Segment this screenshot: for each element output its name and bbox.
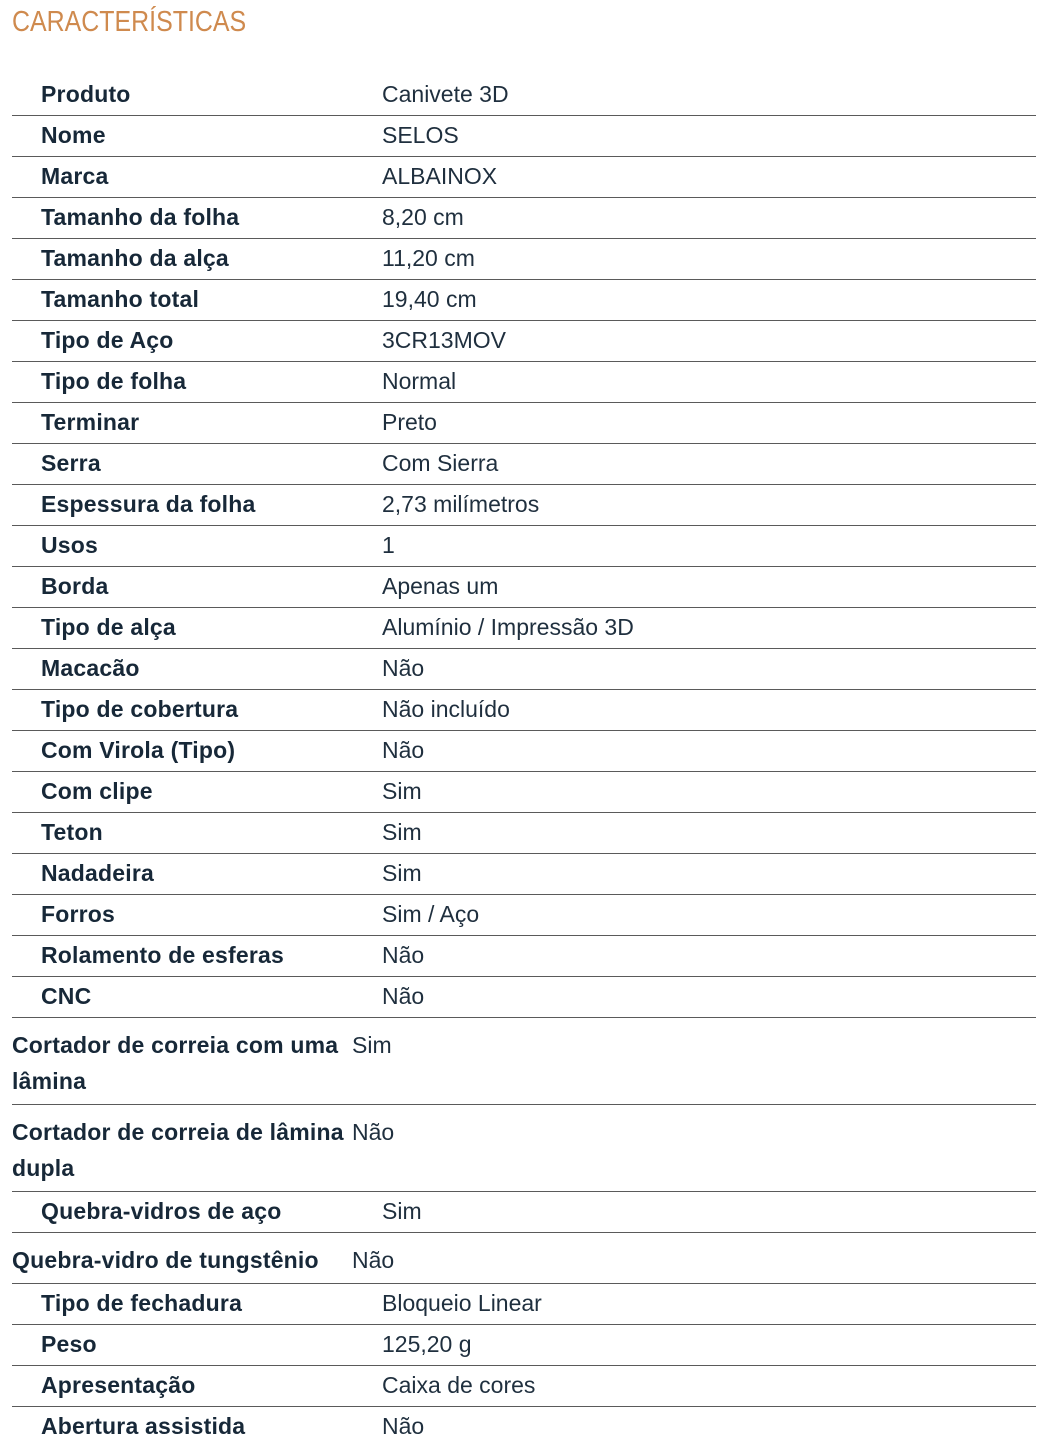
- spec-row: [12, 157, 1036, 198]
- spec-value: Normal: [352, 362, 1036, 403]
- spec-label: Cortador de correia de lâmina dupla: [12, 1105, 352, 1192]
- spec-row: [12, 198, 1036, 239]
- spec-label: Tamanho da folha: [12, 198, 352, 239]
- spec-row: [12, 649, 1036, 690]
- spec-label: Com Virola (Tipo): [12, 731, 352, 772]
- spec-label: Rolamento de esferas: [12, 936, 352, 977]
- spec-label: Abertura assistida: [12, 1407, 352, 1447]
- spec-value: Não: [352, 1233, 1036, 1284]
- spec-value: 19,40 cm: [352, 280, 1036, 321]
- specifications-table: [12, 75, 1036, 1447]
- spec-label: Marca: [12, 157, 352, 198]
- spec-label: Borda: [12, 567, 352, 608]
- spec-value: Não: [352, 977, 1036, 1018]
- spec-label: Com clipe: [12, 772, 352, 813]
- spec-row: [12, 321, 1036, 362]
- spec-label: Serra: [12, 444, 352, 485]
- spec-label: Produto: [12, 75, 352, 116]
- spec-row: [12, 1325, 1036, 1366]
- spec-row: [12, 526, 1036, 567]
- spec-row: [12, 1366, 1036, 1407]
- spec-row: [12, 1233, 1036, 1284]
- spec-label: Tipo de alça: [12, 608, 352, 649]
- spec-row: [12, 772, 1036, 813]
- spec-value: Não: [352, 1105, 1036, 1192]
- spec-value: 11,20 cm: [352, 239, 1036, 280]
- spec-value: SELOS: [352, 116, 1036, 157]
- spec-label: Quebra-vidros de aço: [12, 1192, 352, 1233]
- spec-value: Sim: [352, 854, 1036, 895]
- spec-value: Sim: [352, 813, 1036, 854]
- spec-row: [12, 731, 1036, 772]
- spec-row: [12, 444, 1036, 485]
- spec-row: [12, 1407, 1036, 1447]
- spec-value: Sim: [352, 772, 1036, 813]
- spec-value: 2,73 milímetros: [352, 485, 1036, 526]
- spec-value: 8,20 cm: [352, 198, 1036, 239]
- spec-value: ALBAINOX: [352, 157, 1036, 198]
- spec-label: Peso: [12, 1325, 352, 1366]
- spec-label: Tamanho total: [12, 280, 352, 321]
- spec-label: Nadadeira: [12, 854, 352, 895]
- spec-value: Bloqueio Linear: [352, 1284, 1036, 1325]
- spec-value: Sim: [352, 1192, 1036, 1233]
- spec-row: [12, 608, 1036, 649]
- spec-label: Cortador de correia com uma lâmina: [12, 1018, 352, 1105]
- spec-row: [12, 239, 1036, 280]
- spec-value: Sim / Aço: [352, 895, 1036, 936]
- spec-row: [12, 977, 1036, 1018]
- spec-value: Apenas um: [352, 567, 1036, 608]
- spec-row: [12, 403, 1036, 444]
- spec-label: CNC: [12, 977, 352, 1018]
- spec-value: Não: [352, 731, 1036, 772]
- spec-row: [12, 1284, 1036, 1325]
- spec-row: [12, 936, 1036, 977]
- spec-label: Nome: [12, 116, 352, 157]
- spec-value: Com Sierra: [352, 444, 1036, 485]
- spec-label: Terminar: [12, 403, 352, 444]
- spec-label: Espessura da folha: [12, 485, 352, 526]
- spec-label: Apresentação: [12, 1366, 352, 1407]
- spec-row: [12, 1192, 1036, 1233]
- spec-value: Alumínio / Impressão 3D: [352, 608, 1036, 649]
- spec-value: Sim: [352, 1018, 1036, 1105]
- spec-row: [12, 1105, 1036, 1192]
- spec-value: Canivete 3D: [352, 75, 1036, 116]
- spec-row: [12, 75, 1036, 116]
- spec-label: Tipo de Aço: [12, 321, 352, 362]
- spec-label: Tipo de cobertura: [12, 690, 352, 731]
- spec-row: [12, 567, 1036, 608]
- spec-value: Não: [352, 1407, 1036, 1447]
- spec-label: Macacão: [12, 649, 352, 690]
- spec-value: Não incluído: [352, 690, 1036, 731]
- spec-row: [12, 280, 1036, 321]
- spec-value: Caixa de cores: [352, 1366, 1036, 1407]
- spec-label: Tipo de folha: [12, 362, 352, 403]
- spec-value: Não: [352, 649, 1036, 690]
- spec-row: [12, 895, 1036, 936]
- spec-row: [12, 362, 1036, 403]
- spec-label: Teton: [12, 813, 352, 854]
- spec-value: 1: [352, 526, 1036, 567]
- spec-row: [12, 485, 1036, 526]
- spec-label: Tipo de fechadura: [12, 1284, 352, 1325]
- spec-value: Preto: [352, 403, 1036, 444]
- spec-label: Usos: [12, 526, 352, 567]
- spec-row: [12, 854, 1036, 895]
- spec-value: 125,20 g: [352, 1325, 1036, 1366]
- spec-value: 3CR13MOV: [352, 321, 1036, 362]
- spec-row: [12, 813, 1036, 854]
- spec-label: Quebra-vidro de tungstênio: [12, 1233, 352, 1284]
- spec-row: [12, 1018, 1036, 1105]
- spec-label: Forros: [12, 895, 352, 936]
- spec-row: [12, 116, 1036, 157]
- spec-value: Não: [352, 936, 1036, 977]
- spec-label: Tamanho da alça: [12, 239, 352, 280]
- spec-row: [12, 690, 1036, 731]
- section-title: CARACTERÍSTICAS: [12, 6, 246, 39]
